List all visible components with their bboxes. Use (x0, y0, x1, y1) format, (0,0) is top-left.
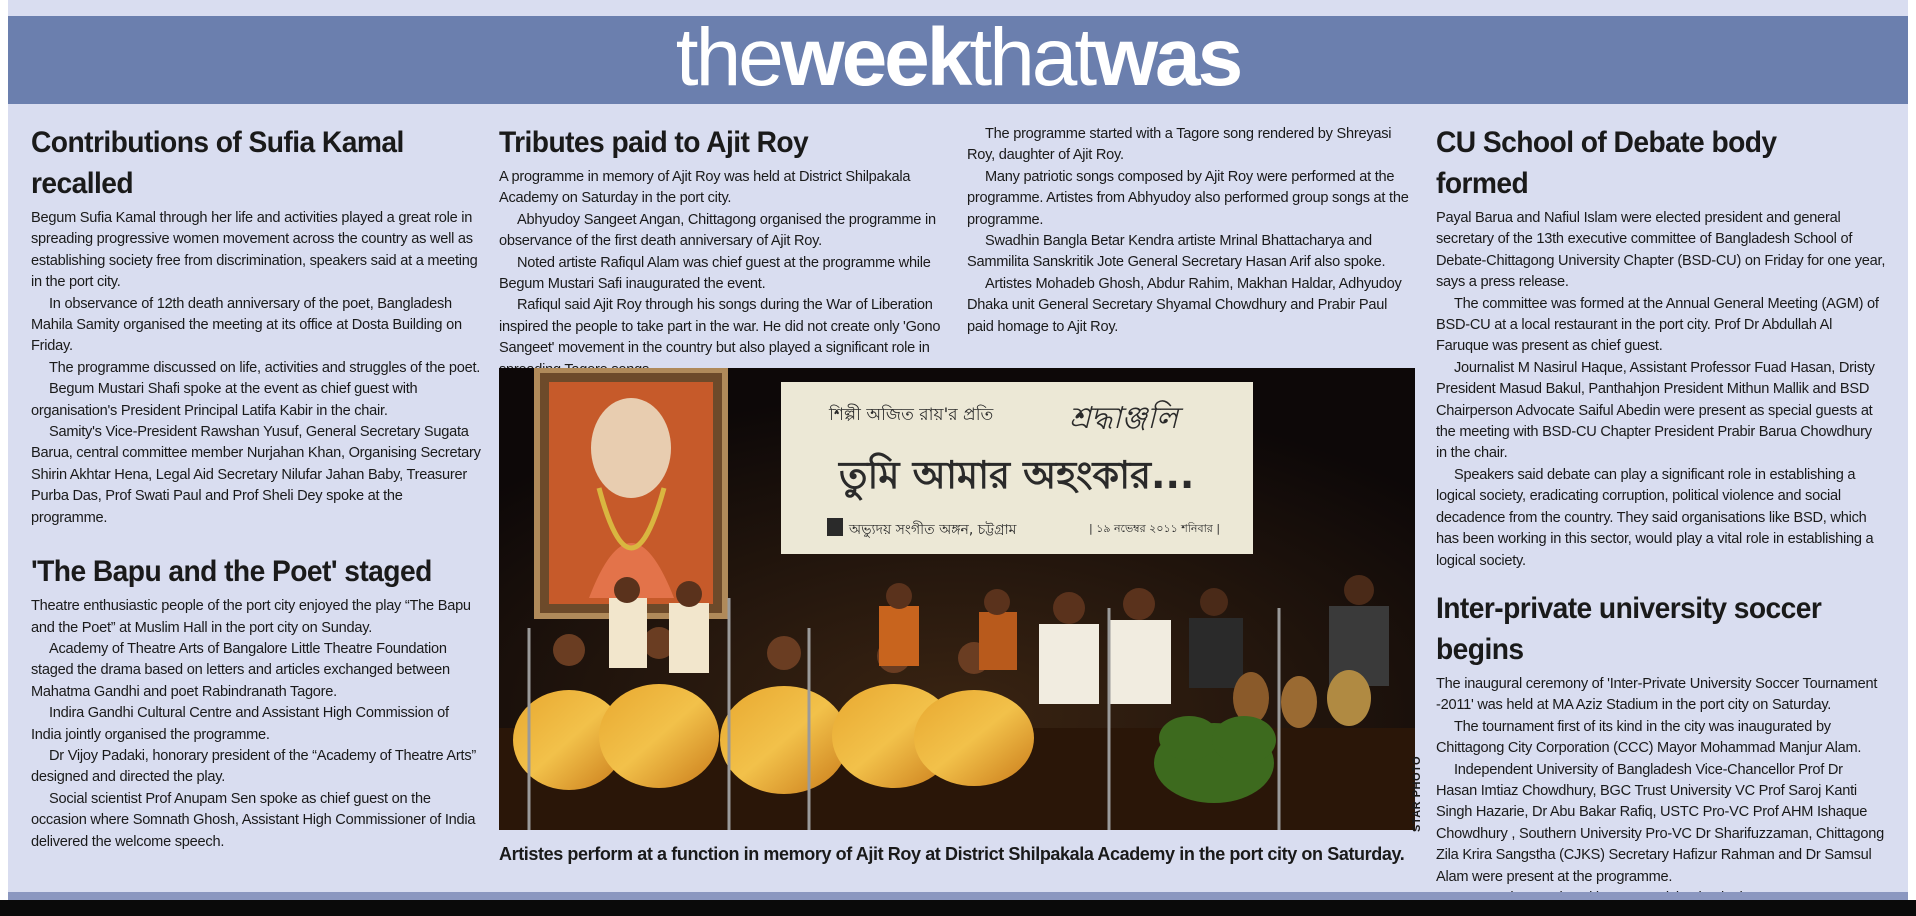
banner-text-organiser: অভ্যুদয় সংগীত অঙ্গন, চট্টগ্রাম (849, 522, 1017, 538)
article-ajit-roy (499, 122, 949, 381)
article-paragraph: The programme started with a Tagore song rendered by Shreyasi Roy, daughter of Ajit Roy. (967, 126, 1392, 164)
article-paragraph: Begum Mustari Shafi spoke at the event as chief guest with organisation's President Principal Latifa Kabir in the chair. (31, 381, 418, 419)
banner-text-date: | ১৯ নভেম্বর ২০১১ শনিবার | (1089, 522, 1221, 535)
column-3 (967, 124, 1417, 338)
masthead-part: that (969, 12, 1095, 103)
article-paragraph: Noted artiste Rafiqul Alam was chief guest at the programme while Begum Mustari Safi inaugurated the event. (499, 254, 931, 293)
article-paragraph: Rafiqul said Ajit Roy through his songs during the War of Liberation inspired the people to take part in the war. He did not create only 'Gono Sangeet' movement in the country but also played a significant role in (499, 297, 941, 357)
masthead-part: week (780, 12, 970, 103)
photo-credit: STAR PHOTO (1411, 755, 1423, 832)
masthead-part: was (1094, 12, 1241, 103)
photo-caption: Artistes perform at a function in memory of Ajit Roy at District Shilpakala Academy in the port city on Saturday. (499, 844, 1405, 864)
article-paragraph: A programme in memory of Ajit Roy was held at District Shilpakala Academy on Saturday in the port city. (499, 169, 911, 207)
article-headline: 'The Bapu and the Poet' staged (31, 555, 432, 589)
article-headline: Contributions of Sufia Kamal recalled (31, 126, 404, 200)
article-headline: CU School of Debate body formed (1436, 126, 1777, 200)
article-paragraph: Journalist M Nasirul Haque, Assistant Professor Fuad Hasan, Dristy President Masud Bakul, Panthahjon President Mithun Mallik and BSD Chairperson Advocate Saiful Abedin were present as special guests at the meeting with BSD-CU Chapter President Prabir Barua Chowdhury in the chair. (1436, 359, 1875, 462)
banner-text-main: তুমি আমার অহংকার... (839, 453, 1195, 497)
bottom-border (0, 900, 1916, 916)
article-paragraph: Payal Barua and Nafiul Islam were elected president and general secretary of the 13th executive committee of Bangladesh School of Debate-Chittagong University Chapter (BSD-CU) on Friday for one year, says a press release. (1436, 210, 1886, 291)
article-paragraph: Many patriotic songs composed by Ajit Roy were performed at the programme. Artistes from Abhyudoy also performed group songs at the programme. (967, 168, 1409, 228)
masthead-part: the (675, 12, 781, 103)
column-1 (31, 122, 481, 853)
article-paragraph: Theatre enthusiastic people of the port city enjoyed the play “The Bapu and the Poet” at Muslim Hall in the port city on Sunday. (31, 598, 471, 636)
column-4 (1436, 122, 1886, 909)
article-paragraph: Swadhin Bangla Betar Kendra artiste Mrinal Bhattacharya and Sammilita Sanskritik Jote General Secretary Hasan Arif also spoke. (967, 233, 1386, 271)
masthead-title (675, 12, 1241, 103)
article-sufia-kamal (31, 122, 481, 529)
article-paragraph: The programme discussed on life, activities and struggles of the poet. (49, 359, 481, 376)
article-paragraph: Academy of Theatre Arts of Bangalore Little Theatre Foundation staged the drama based on letters and articles exchanged between Mahatma Gandhi and poet Rabindranath Tagore. (31, 640, 450, 700)
article-paragraph: The tournament first of its kind in the city was inaugurated by Chittagong City Corporation (CCC) Mayor Mohammad Manjur Alam. (1436, 718, 1862, 757)
article-paragraph: The inaugural ceremony of 'Inter-Private University Soccer Tournament -2011' was held at MA Aziz Stadium in the port city on Saturday. (1436, 675, 1878, 714)
article-paragraph: Indira Gandhi Cultural Centre and Assistant High Commission of India jointly organised the programme. (31, 705, 449, 743)
article-paragraph: Begum Sufia Kamal through her life and activities played a great role in spreading progressive women movement across the country as well as establishing society free from discrimination, speakers said at a meeting in the port city. (31, 210, 478, 291)
bottom-strip (8, 892, 1908, 900)
event-photo (499, 368, 1415, 830)
masthead-banner (8, 12, 1908, 104)
article-paragraph: Independent University of Bangladesh Vice-Chancellor Prof Dr Hasan Imtiaz Chowdhury, BGC Trust University VC Prof Saroj Kanti Singh Hazarie, Dr Abu Bakar Rafiq, USTC Pro-VC Prof AHM Ishaque Chowdhury , Southern University Pro-VC Dr Sharifuzzaman, Chittagong Zila Krira Sangstha (CJKS) Secretary Hafizur Rahman and Dr Samsul Alam were present at the programme. (1436, 761, 1885, 885)
article-headline: Tributes paid to Ajit Roy (499, 126, 809, 159)
banner-text-line1: শিল্পী অজিত রায়'র প্রতি (829, 405, 994, 425)
article-paragraph: Abhyudoy Sangeet Angan, Chittagong organised the programme in observance of the first death anniversary of Ajit Roy. (499, 211, 936, 250)
banner-text-script: শ্রদ্ধাঞ্জলি (1069, 401, 1179, 436)
column-2 (499, 122, 949, 381)
article-paragraph: In observance of 12th death anniversary of the poet, Bangladesh Mahila Samity organised the meeting at its office at Dosta Building on Friday. (31, 295, 462, 355)
article-soccer (1436, 588, 1886, 909)
article-paragraph: The committee was formed at the Annual General Meeting (AGM) of BSD-CU at a local restaurant in the port city. Prof Dr Abdullah Al Faruque was present as chief guest. (1436, 295, 1879, 355)
article-bapu-poet (31, 551, 481, 853)
article-paragraph: Speakers said debate can play a significant role in establishing a logical society, eradicating corruption, political violence and social decadence from the country. They said organisations like BSD, which has been working in this sector, would play a vital role in establishing a logical society. (1436, 466, 1874, 569)
article-paragraph: Dr Vijoy Padaki, honorary president of the “Academy of Theatre Arts” designed and directed the play. (31, 747, 476, 786)
article-paragraph: Social scientist Prof Anupam Sen spoke as chief guest on the occasion where Somnath Ghosh, Assistant High Commissioner of India delivered the welcome speech. (31, 790, 476, 850)
article-paragraph: Samity's Vice-President Rawshan Yusuf, General Secretary Sugata Barua, central committee member Nurjahan Khan, Organising Secretary Shirin Akhtar Hena, Legal Aid Secretary Nilufar Jahan Baby, Treasurer Purba Das, Prof Swati Paul and Prof Sheli Dey spoke at the programme. (31, 424, 481, 526)
article-cu-debate (1436, 122, 1886, 572)
article-paragraph: Artistes Mohadeb Ghosh, Abdur Rahim, Makhan Haldar, Adhyudoy Dhaka unit General Secretary Shyamal Chowdhury and Prabir Paul paid homage to Ajit Roy. (967, 275, 1402, 335)
article-headline: Inter-private university soccer begins (1436, 591, 1822, 666)
